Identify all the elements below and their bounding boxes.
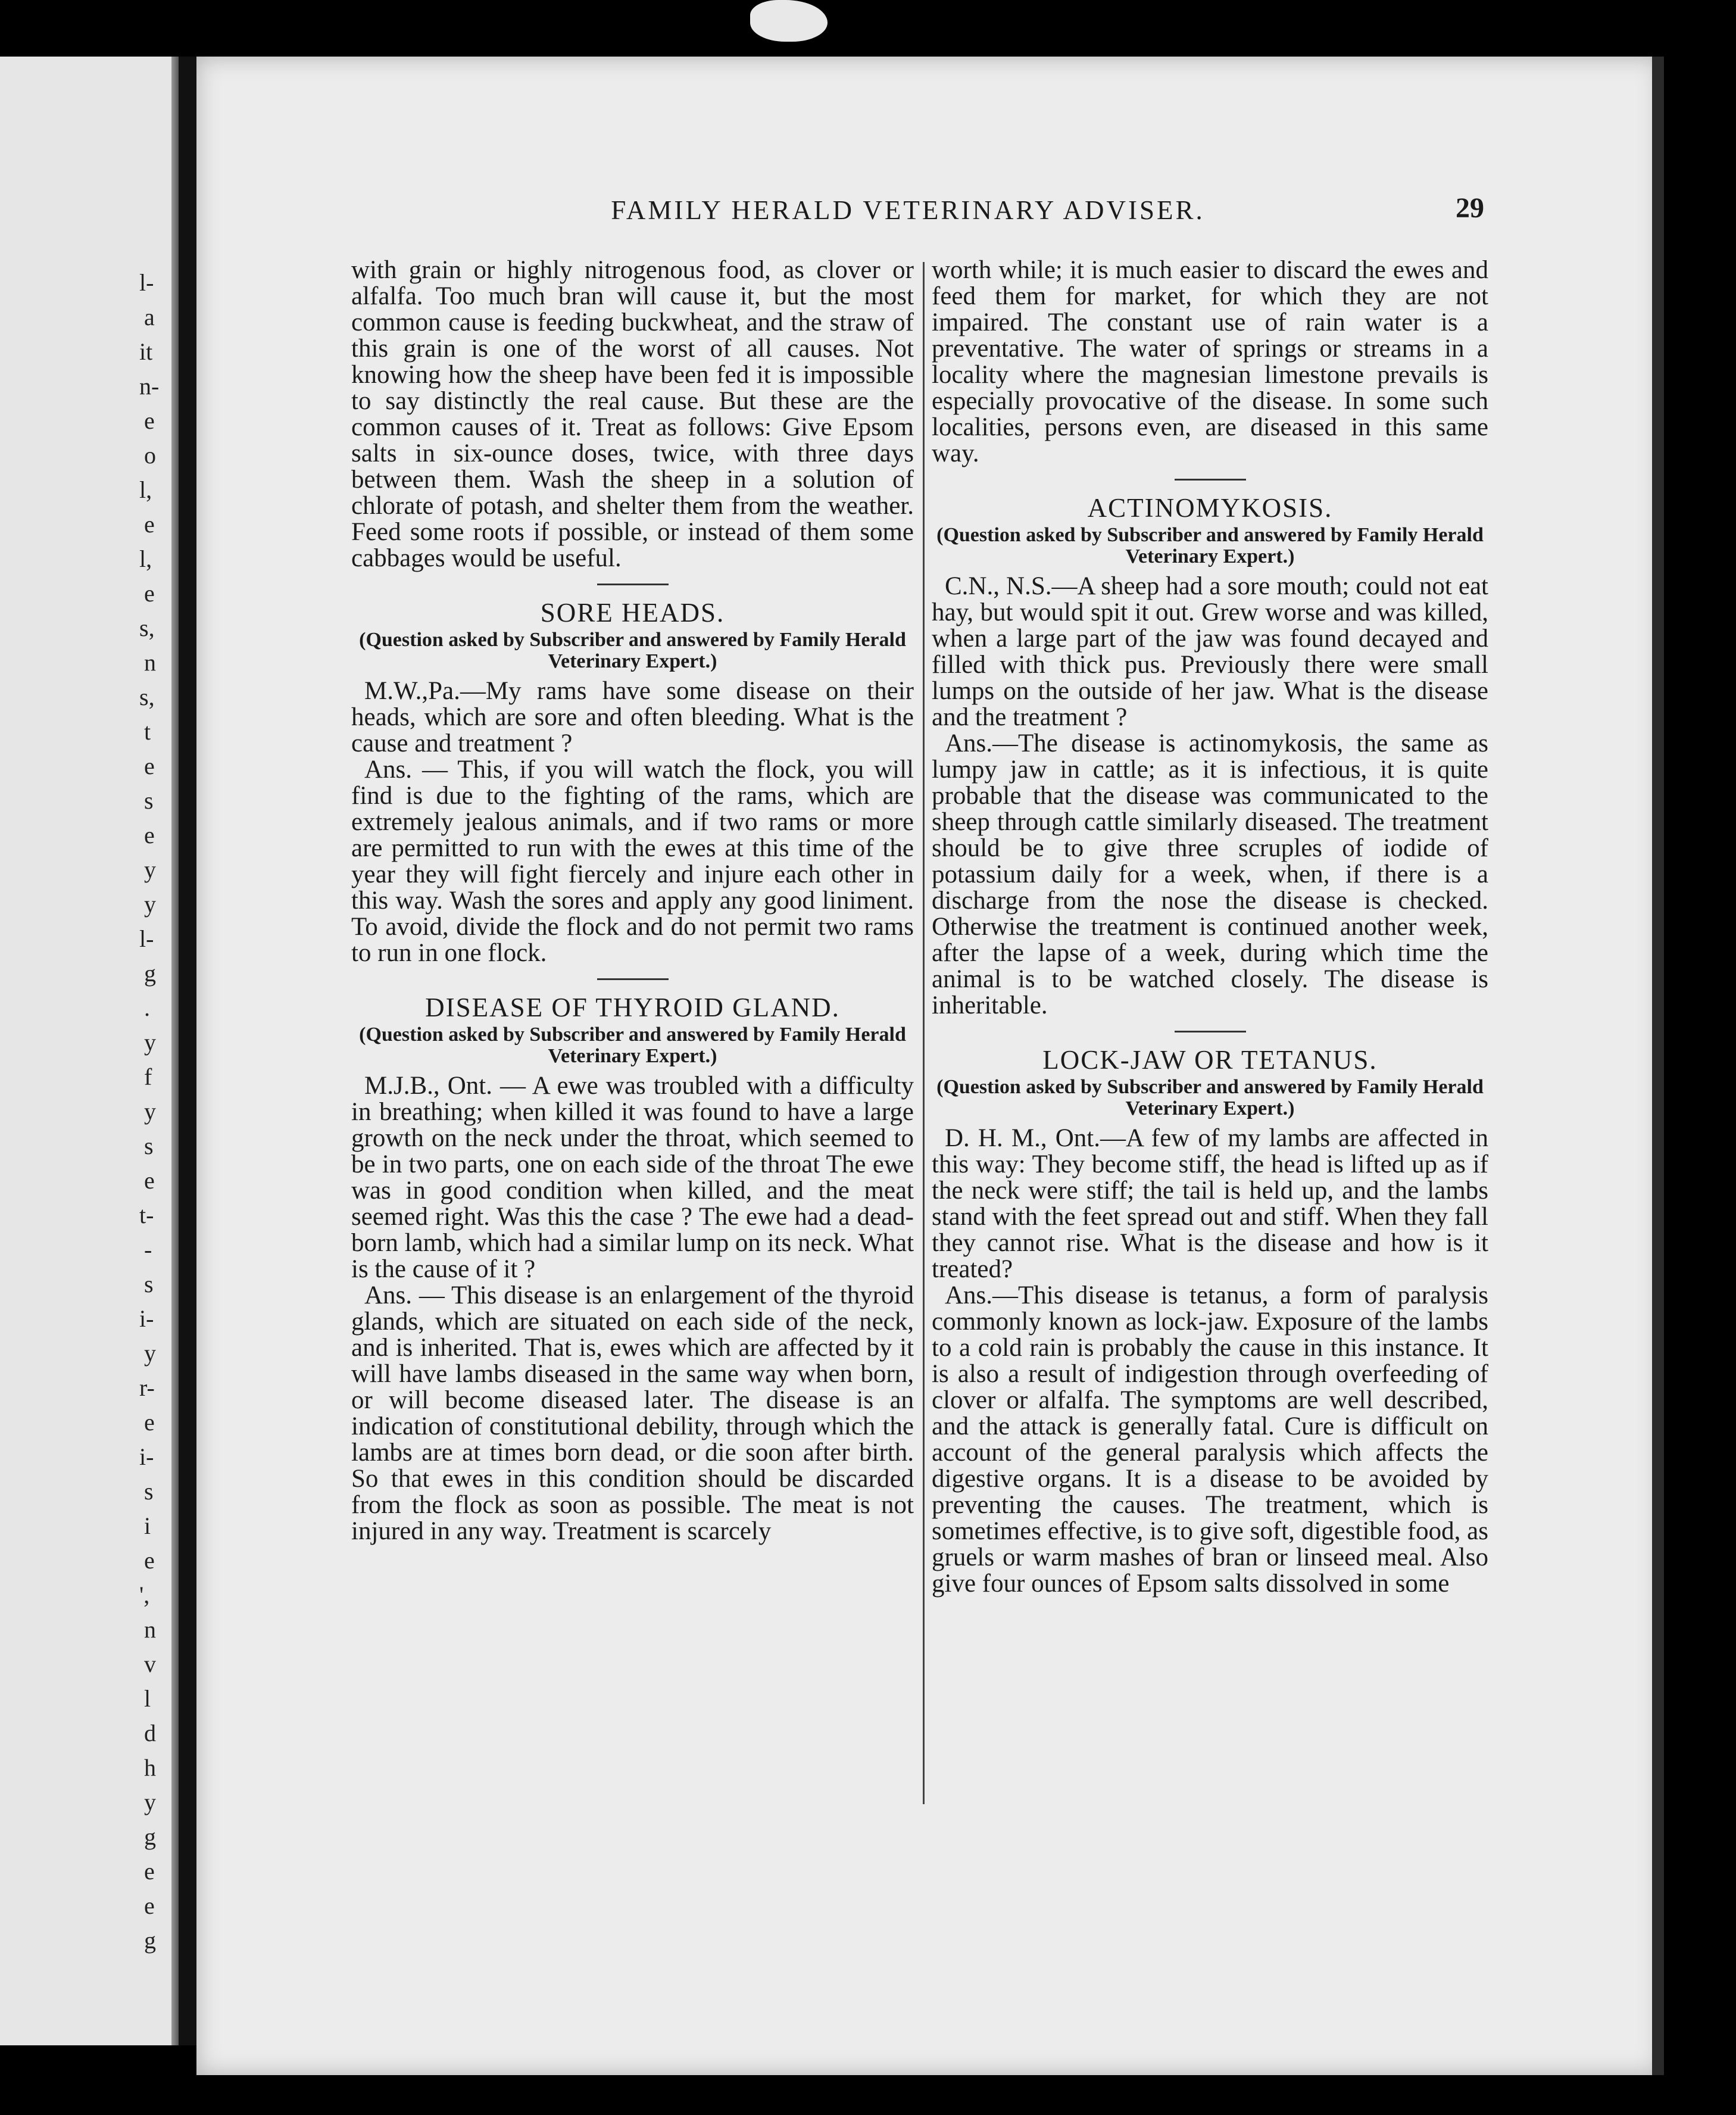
page-number: 29 — [1456, 192, 1484, 224]
facing-page-fragment: e — [144, 1858, 155, 1885]
section-subtitle: (Question asked by Subscriber and answered by Family Herald Veterinary Expert.) — [936, 524, 1484, 567]
section-separator — [597, 978, 669, 980]
answer-paragraph: Ans. — This disease is an enlargement of the thyroid glands, which are situated on each side of the neck, and is inherited. That is, ewes which are affected by it will have lambs diseased in the same way when born, or will become diseased later. The disease is an indication of constitutional debility, through which the lambs are at times born dead, or die soon after birth. So that ewes in this condition should be discarded from the flock as soon as possible. The meat is not injured in any way. Treatment is scarcely — [351, 1281, 914, 1545]
facing-page-fragment: l, — [139, 545, 152, 572]
facing-page-fragment: r- — [139, 1374, 155, 1401]
facing-page-fragment: e — [144, 1547, 155, 1574]
facing-page-fragment: y — [144, 891, 156, 918]
facing-page-fragment: g — [144, 1927, 156, 1954]
facing-page-fragment: n- — [139, 373, 160, 400]
facing-page-fragment: i- — [139, 1443, 154, 1470]
section-separator — [1175, 479, 1246, 481]
facing-page-fragment: ', — [139, 1581, 150, 1608]
continued-paragraph: with grain or highly nitrogenous food, as clover or alfalfa. Too much bran will cause it, but the most common cause is feeding buckwheat, and the straw of this grain is one of the worst of all causes. Not knowing how the sheep have been fed it is impossible to say distinctly the real cause. But these are the common causes of it. Treat as follows: Give Epsom salts in six-ounce doses, twice, with three days between them. Wash the sheep in a solution of chlorate of potash, and shelter them from the weather. Feed some roots if possible, or instead of them some cabbages would be useful. — [351, 256, 914, 572]
facing-page-fragment: a — [144, 304, 155, 330]
running-header: FAMILY HERALD VETERINARY ADVISER. — [611, 195, 1205, 225]
section-separator — [597, 584, 669, 585]
paper-speck — [750, 0, 828, 42]
facing-page-fragment: f — [144, 1063, 152, 1090]
facing-page-fragment: n — [144, 649, 156, 676]
facing-page-fragment: t — [144, 718, 151, 745]
facing-page-fragment: s — [144, 1478, 154, 1505]
facing-page-fragment: g — [144, 960, 156, 987]
facing-page-fragment: l, — [139, 476, 152, 503]
facing-page-fragment: l- — [139, 269, 154, 296]
facing-page-fragment: e — [144, 1892, 155, 1919]
section-title-thyroid: DISEASE OF THYROID GLAND. — [425, 993, 840, 1022]
answer-paragraph: Ans. — This, if you will watch the flock, you will find is due to the fighting of the rams, which are extremely jealous animals, and if two rams or more are permitted to run with the ewes at this time of the year they will fight fiercely and injure each other in this way. Wash the sores and apply any good liniment. To avoid, divide the flock and do not permit two rams to run in one flock. — [351, 756, 914, 967]
question-paragraph: M.J.B., Ont. — A ewe was troubled with a difficulty in breathing; when killed it was found to have a large growth on the neck under the throat, which seemed to be in two parts, one on each side of the throat The ewe was in good condition when killed, and the meat seemed right. Was this the case ? The ewe had a dead-born lamb, which had a similar lump on its neck. What is the cause of it ? — [351, 1072, 914, 1283]
section-subtitle: (Question asked by Subscriber and answered by Family Herald Veterinary Expert.) — [359, 1024, 906, 1067]
facing-page-fragment: e — [144, 511, 155, 538]
left-column — [351, 257, 914, 1545]
section-title-tetanus: LOCK-JAW OR TETANUS. — [1042, 1045, 1378, 1075]
facing-page-fragment: y — [144, 1340, 156, 1367]
page-fold — [171, 57, 179, 2045]
continued-paragraph: worth while; it is much easier to discard the ewes and feed them for market, for which they are not impaired. The constant use of rain water is a preventative. The water of springs or streams in a locality where the magnesian limestone prevails is especially provocative of the disease. In some such localities, persons even, are diseased in this same way. — [932, 256, 1488, 467]
facing-page-fragment: e — [144, 1167, 155, 1194]
facing-page-fragment: o — [144, 442, 156, 469]
facing-page-fragment: s — [144, 787, 154, 814]
facing-page-fragment: y — [144, 1029, 156, 1056]
facing-page-fragment: it — [139, 338, 153, 365]
facing-page-fragment: v — [144, 1651, 156, 1677]
question-paragraph: M.W.,Pa.—My rams have some disease on their heads, which are sore and often bleeding. What is the cause and treatment ? — [351, 677, 914, 757]
section-subtitle: (Question asked by Subscriber and answered by Family Herald Veterinary Expert.) — [936, 1076, 1484, 1119]
facing-page-fragment: - — [144, 1236, 152, 1263]
facing-page-fragment: i- — [139, 1305, 154, 1332]
facing-page-fragment: s — [144, 1133, 154, 1159]
facing-page-strip — [0, 57, 179, 2045]
facing-page-fragment: e — [144, 407, 155, 434]
facing-page-fragment: e — [144, 580, 155, 607]
facing-page-fragment: l- — [139, 925, 154, 952]
facing-page-fragment: d — [144, 1720, 156, 1746]
section-separator — [1175, 1031, 1246, 1032]
facing-page-fragment: g — [144, 1823, 156, 1850]
facing-page-fragment: s, — [139, 684, 155, 710]
section-title-sore-heads: SORE HEADS. — [540, 598, 725, 628]
facing-page-fragment: e — [144, 822, 155, 849]
answer-paragraph: Ans.—The disease is actinomykosis, the same as lumpy jaw in cattle; as it is infectious, it is quite probable that the disease was communicated to the sheep through cattle similarly diseased. The treatment should be to give three scruples of iodide of potassium daily for a week, when, if there is a discharge from the nose the disease is checked. Otherwise the treatment is continued another week, after the lapse of a week, during which time the animal is to be watched closely. The disease is inheritable. — [932, 729, 1488, 1019]
column-rule — [923, 262, 925, 1804]
question-paragraph: D. H. M., Ont.—A few of my lambs are affected in this way: They become stiff, the head is lifted up as if the neck were stiff; the tail is held up, and the lambs stand with the feet spread out and stiff. When they fall they cannot rise. What is the disease and how is it treated? — [932, 1124, 1488, 1283]
facing-page-fragment: h — [144, 1754, 156, 1781]
facing-page-fragment: n — [144, 1616, 156, 1643]
facing-page-fragment: l — [144, 1685, 151, 1712]
right-column — [932, 257, 1488, 1597]
facing-page-fragment: y — [144, 1098, 156, 1125]
facing-page-fragment: t- — [139, 1202, 154, 1228]
facing-page-fragment: s — [144, 1271, 154, 1297]
facing-page-fragment: e — [144, 753, 155, 779]
facing-page-fragment: y — [144, 1789, 156, 1815]
facing-page-fragment: y — [144, 856, 156, 883]
section-subtitle: (Question asked by Subscriber and answered by Family Herald Veterinary Expert.) — [359, 629, 906, 672]
page-edge — [1652, 57, 1664, 2075]
facing-page-fragment: s, — [139, 614, 155, 641]
facing-page-fragment: . — [144, 994, 150, 1021]
section-title-actinomykosis: ACTINOMYKOSIS. — [1087, 493, 1333, 523]
facing-page-fragment: e — [144, 1409, 155, 1436]
facing-page-fragment: i — [144, 1512, 151, 1539]
answer-paragraph: Ans.—This disease is tetanus, a form of paralysis commonly known as lock-jaw. Exposure of the lambs to a cold rain is probably the cause in this instance. It is also a result of indigestion through overfeeding of clover or alfalfa. The symptoms are well described, and the attack is generally fatal. Cure is difficult on account of the general paralysis which affects the digestive organs. It is a disease to be avoided by preventing the causes. The treatment, which is sometimes effective, is to give soft, digestible food, as gruels or warm mashes of bran or linseed meal. Also give four ounces of Epsom salts dissolved in some — [932, 1281, 1488, 1598]
question-paragraph: C.N., N.S.—A sheep had a sore mouth; could not eat hay, but would spit it out. Grew worse and was killed, when a large part of the jaw was found decayed and filled with thick pus. Previously there were small lumps on the outside of her jaw. What is the disease and the treatment ? — [932, 572, 1488, 731]
